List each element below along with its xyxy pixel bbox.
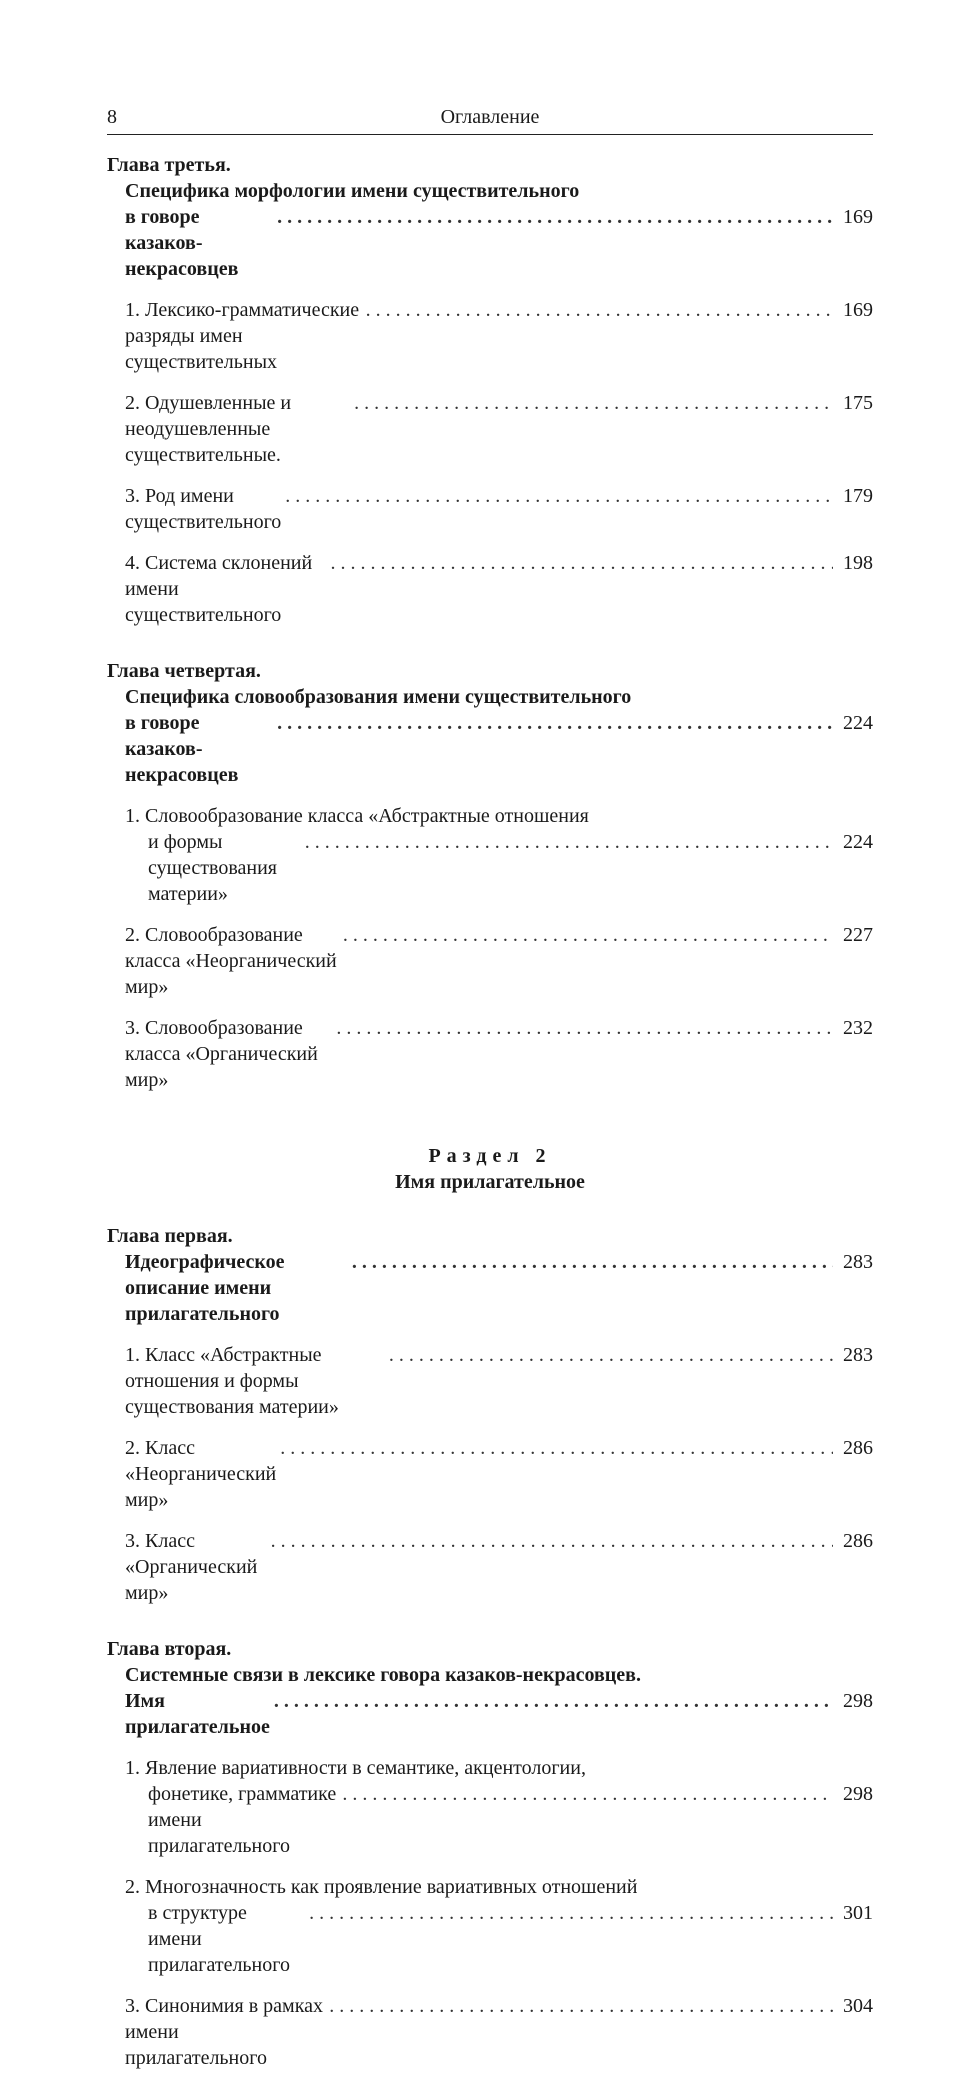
page-ref: 298 <box>843 1690 873 1712</box>
toc-entry[interactable] <box>125 1755 873 1859</box>
leader-dots <box>274 1688 833 1714</box>
leader-dots <box>343 922 833 948</box>
section-heading <box>107 1143 873 1195</box>
leader-dots <box>329 1993 833 2019</box>
page-ref: 286 <box>843 1530 873 1552</box>
table-of-contents <box>107 152 873 2097</box>
entry-text: 2. Многозначность как проявление вариативных отношений <box>125 1876 638 1898</box>
chapter-title: Идеографическое описание имени прилагательного <box>125 1251 285 1325</box>
page-ref: 179 <box>843 485 873 507</box>
chapter-title: Специфика морфологии имени существительного <box>125 180 580 202</box>
toc-entry[interactable] <box>125 297 873 375</box>
toc-entry[interactable] <box>125 1993 873 2071</box>
leader-dots <box>271 1528 833 1554</box>
entry-text: 1. Словообразование класса «Абстрактные отношения <box>125 805 589 827</box>
chapter-title: Системные связи в лексике говора казаков-некрасовцев. <box>125 1664 641 1686</box>
toc-entry[interactable] <box>125 390 873 468</box>
leader-dots <box>354 390 833 416</box>
leader-dots <box>280 1435 833 1461</box>
page-ref: 286 <box>843 1437 873 1459</box>
toc-entry[interactable] <box>107 710 873 788</box>
page-ref: 169 <box>843 206 873 228</box>
leader-dots <box>277 710 833 736</box>
chapter-label: Глава третья. <box>107 154 231 176</box>
entry-text: 2. Класс «Неорганический мир» <box>125 1437 277 1511</box>
page-ref: 175 <box>843 392 873 414</box>
section-title: Имя прилагательное <box>395 1171 585 1193</box>
entry-text-cont: в структуре имени прилагательного <box>148 1902 290 1976</box>
chapter-title: Специфика словообразования имени существительного <box>125 686 632 708</box>
page-ref: 298 <box>843 1783 873 1805</box>
entry-text-cont: фонетике, грамматике имени прилагательного <box>148 1783 337 1857</box>
leader-dots <box>285 483 833 509</box>
page-ref: 304 <box>843 1995 873 2017</box>
leader-dots <box>366 297 833 323</box>
toc-entry[interactable] <box>125 1342 873 1420</box>
toc-entry[interactable] <box>125 922 873 1000</box>
leader-dots <box>309 1900 833 1926</box>
page-ref: 224 <box>843 831 873 853</box>
entry-text: 3. Класс «Органический мир» <box>125 1530 258 1604</box>
toc-entry[interactable] <box>125 1015 873 1093</box>
page-number: 8 <box>107 106 117 128</box>
chapter-title-cont: Имя прилагательное <box>125 1690 270 1738</box>
entry-text: 3. Синонимия в рамках имени прилагательного <box>125 1995 323 2069</box>
page-header <box>107 104 873 135</box>
leader-dots <box>336 1015 833 1041</box>
leader-dots <box>389 1342 833 1368</box>
toc-entry[interactable] <box>125 483 873 535</box>
leader-dots <box>352 1249 833 1275</box>
leader-dots <box>331 550 833 576</box>
toc-entry[interactable] <box>107 204 873 282</box>
running-title: Оглавление <box>440 106 540 128</box>
leader-dots <box>342 1781 833 1807</box>
toc-entry[interactable] <box>125 1874 873 1978</box>
page-ref: 301 <box>843 1902 873 1924</box>
chapter-4 <box>107 658 873 1093</box>
chapter-label: Глава вторая. <box>107 1638 232 1660</box>
leader-dots <box>277 204 833 230</box>
entry-text: 1. Лексико-грамматические разряды имен существительных <box>125 299 360 373</box>
toc-entry[interactable] <box>107 1688 873 1740</box>
chapter-3 <box>107 152 873 628</box>
toc-entry[interactable] <box>125 1528 873 1606</box>
chapter-label: Глава первая. <box>107 1225 233 1247</box>
chapter-title-cont: в говоре казаков-некрасовцев <box>125 206 239 280</box>
toc-entry[interactable] <box>125 1435 873 1513</box>
page-ref: 169 <box>843 299 873 321</box>
section2-chapter-2 <box>107 1636 873 2071</box>
toc-entry[interactable] <box>107 1249 873 1327</box>
entry-text: 2. Одушевленные и неодушевленные существительные. <box>125 392 292 466</box>
chapter-label: Глава четвертая. <box>107 660 261 682</box>
leader-dots <box>305 829 833 855</box>
entry-text: 1. Класс «Абстрактные отношения и формы существования материи» <box>125 1344 339 1418</box>
entry-text: 1. Явление вариативности в семантике, акцентологии, <box>125 1757 586 1779</box>
entry-text: 3. Словообразование класса «Органический мир» <box>125 1017 318 1091</box>
page-ref: 224 <box>843 712 873 734</box>
toc-entry[interactable] <box>125 550 873 628</box>
toc-entry[interactable] <box>125 803 873 907</box>
chapter-title-cont: в говоре казаков-некрасовцев <box>125 712 239 786</box>
entry-text: 3. Род имени существительного <box>125 485 282 533</box>
page-ref: 198 <box>843 552 873 574</box>
section-label: Раздел 2 <box>428 1145 552 1167</box>
page-ref: 283 <box>843 1251 873 1273</box>
page-ref: 232 <box>843 1017 873 1039</box>
page-ref: 227 <box>843 924 873 946</box>
entry-text-cont: и формы существования материи» <box>148 831 277 905</box>
page-ref: 283 <box>843 1344 873 1366</box>
section2-chapter-1 <box>107 1223 873 1606</box>
entry-text: 2. Словообразование класса «Неорганический мир» <box>125 924 337 998</box>
entry-text: 4. Система склонений имени существительного <box>125 552 313 626</box>
